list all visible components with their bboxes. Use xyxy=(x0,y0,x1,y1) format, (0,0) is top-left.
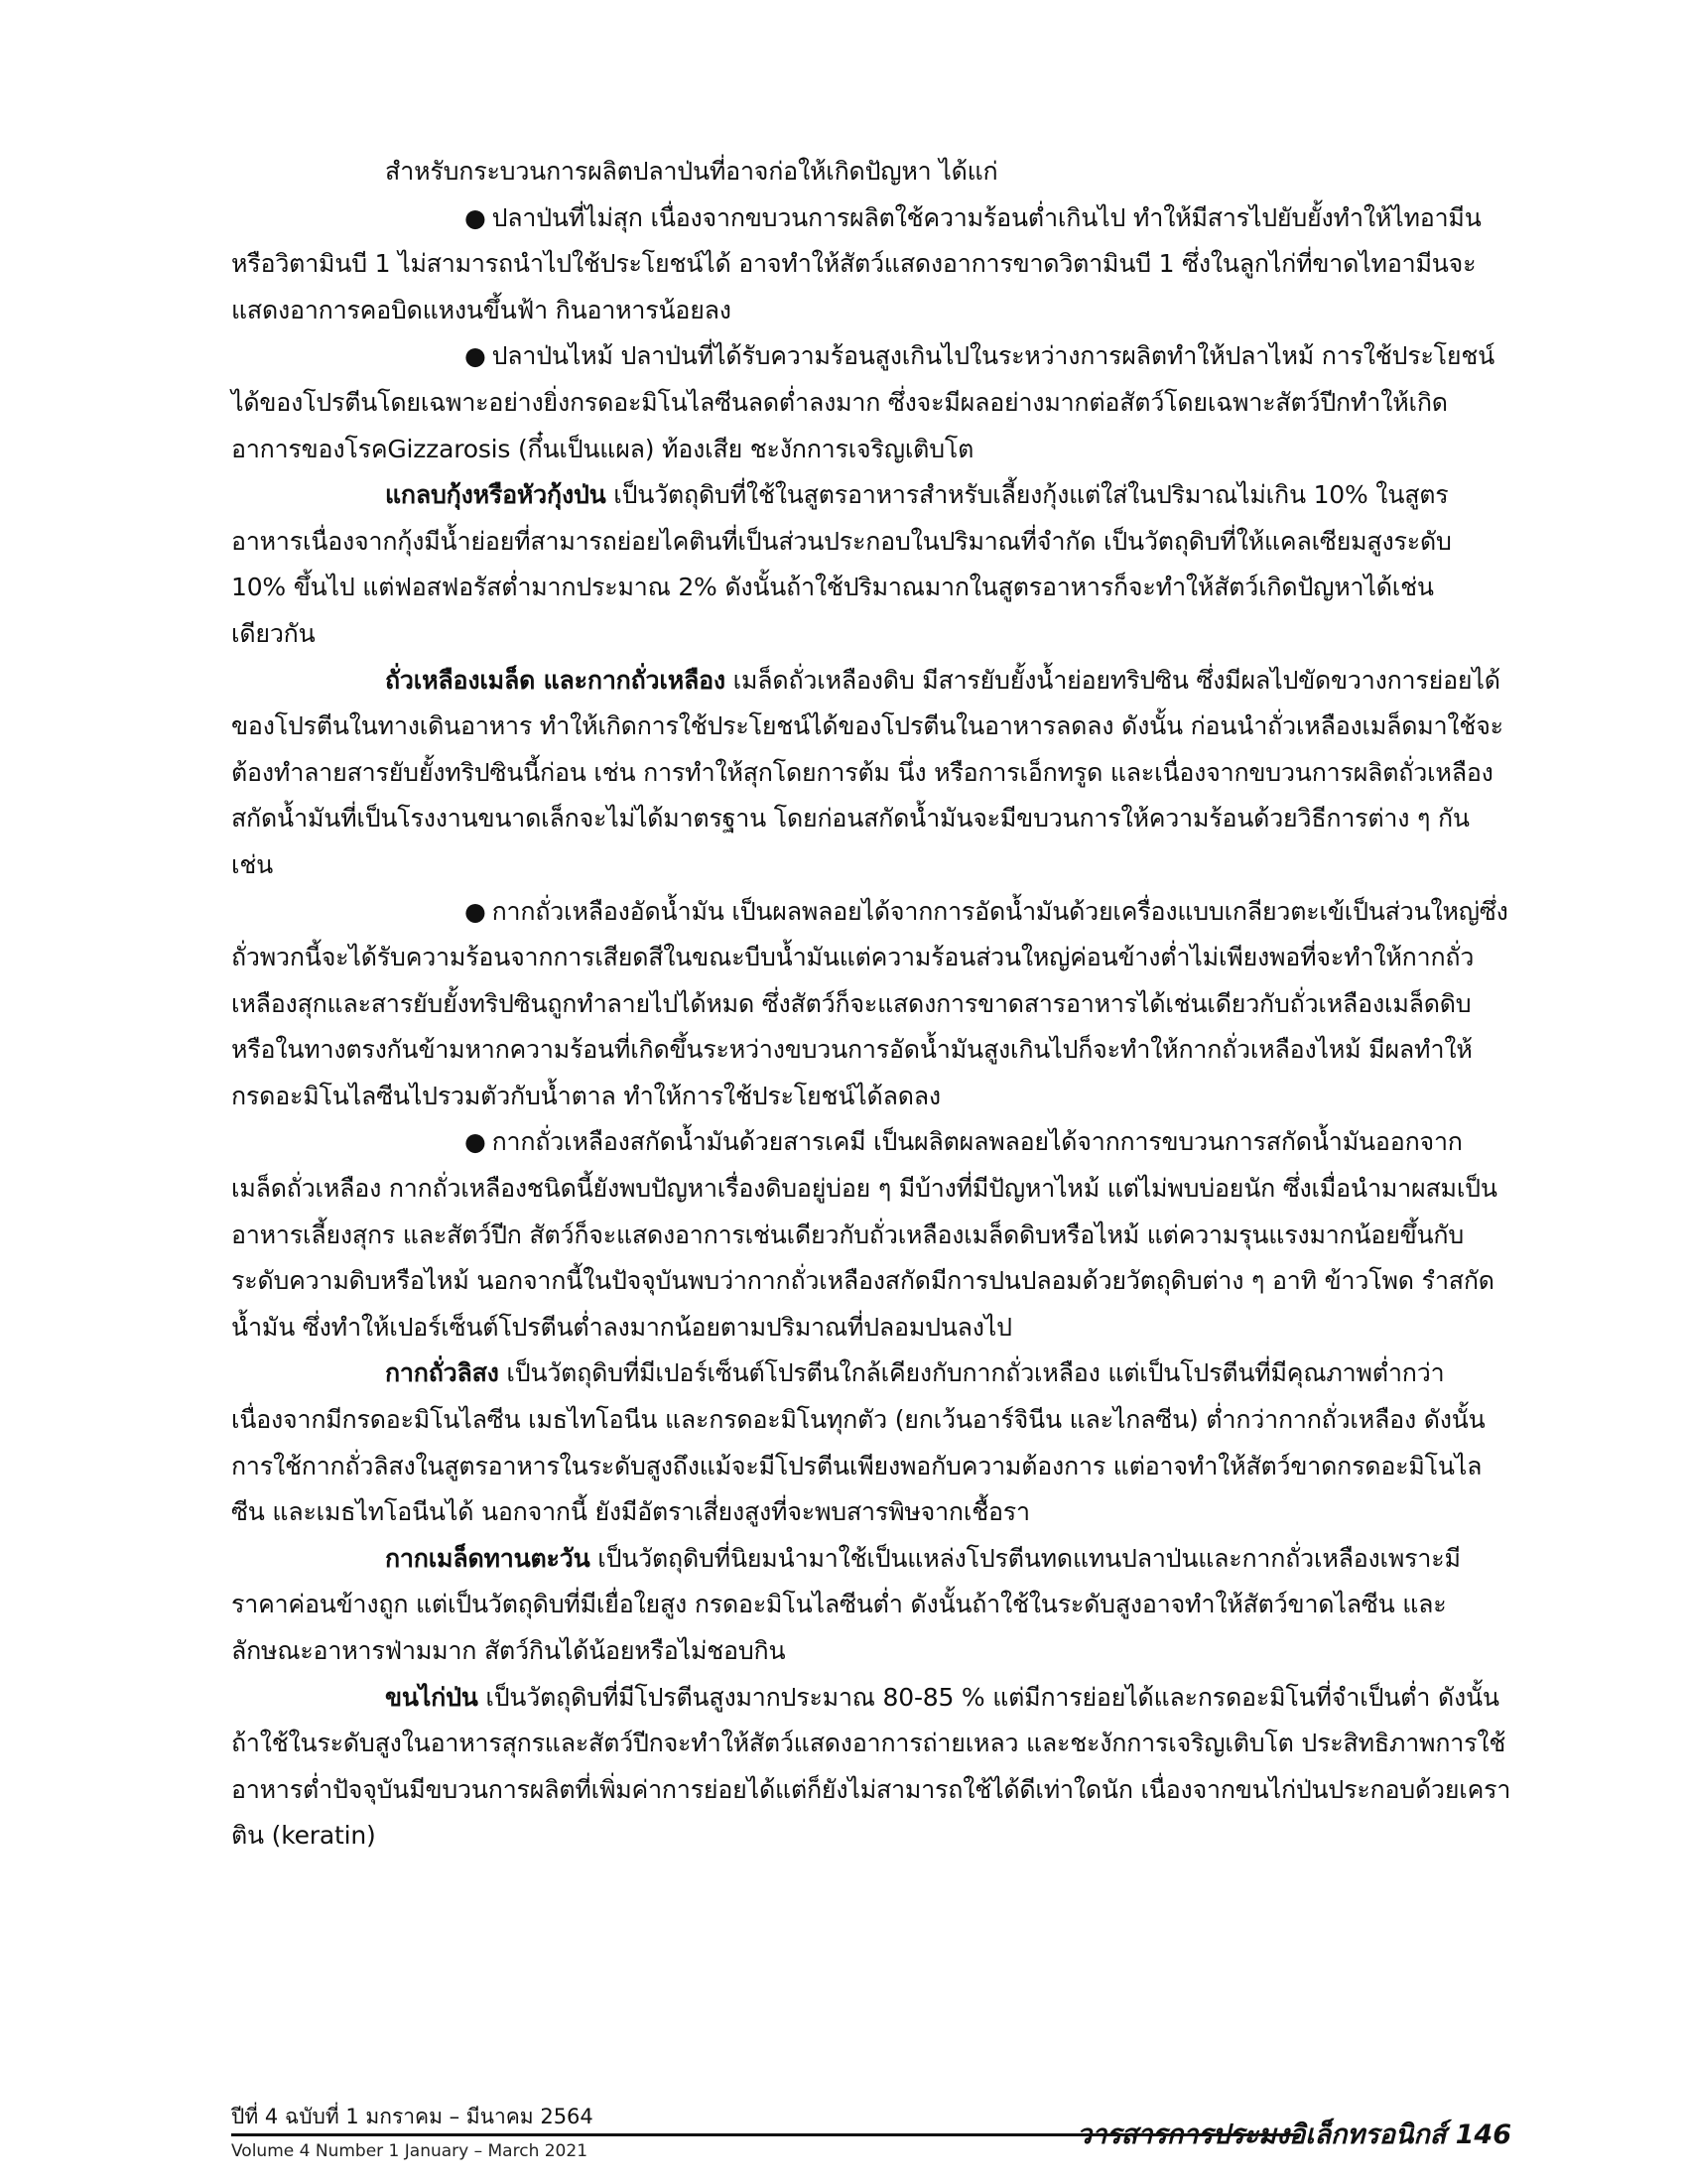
paragraph xyxy=(231,1675,1511,1860)
paragraph-text: กากถั่วเหลืองอัดน้ำมัน เป็นผลพลอยได้จากการอัดน้ำมันด้วยเครื่องแบบเกลียวตะเข้เป็นส่วนใหญ่ซึ่งถั่วพวกนี้จะได้รับความร้อนจากการเสียดสีในขณะบีบน้ำมันแต่ความร้อนส่วนใหญ่ค่อนข้างต่ำไม่เพียงพอที่จะทำให้กากถั่วเหลืองสุกและสารยับยั้งทริปซินถูกทำลายไปได้หมด ซึ่งสัตว์ก็จะแสดงการขาดสารอาหารได้เช่นเดียวกับถั่วเหลืองเมล็ดดิบ หรือในทางตรงกันข้ามหากความร้อนที่เกิดขึ้นระหว่างขบวนการอัดน้ำมันสูงเกินไปก็จะทำให้กากถั่วเหลืองไหม้ มีผลทำให้กรดอะมิโนไลซีนไปรวมตัวกับน้ำตาล ทำให้การใช้ประโยชน์ได้ลดลง xyxy=(231,896,1508,1110)
paragraph-text: สำหรับกระบวนการผลิตปลาป่นที่อาจก่อให้เกิดปัญหา ได้แก่ xyxy=(385,157,998,186)
topic-heading: แกลบกุ้งหรือหัวกุ้งป่น xyxy=(385,480,606,510)
footer-journal-title xyxy=(1077,2113,1511,2155)
bullet-icon: ● xyxy=(464,341,486,371)
paragraph-text: ปลาป่นไหม้ ปลาป่นที่ได้รับความร้อนสูงเกินไปในระหว่างการผลิตทำให้ปลาไหม้ การใช้ประโยชน์ได้ของโปรตีนโดยเฉพาะอย่างยิ่งกรดอะมิโนไลซีนลดต่ำลงมาก ซึ่งจะมีผลอย่างมากต่อสัตว์โดยเฉพาะสัตว์ปีกทำให้เกิดอาการของโรคGizzarosis (กึ๋นเป็นแผล) ท้องเสีย ชะงักการเจริญเติบโต xyxy=(231,341,1495,463)
bullet-icon: ● xyxy=(464,202,486,232)
footer-issue-english: Volume 4 Number 1 January – March 2021 xyxy=(231,2141,588,2161)
paragraph xyxy=(231,472,1511,657)
topic-heading: ถั่วเหลืองเมล็ด และกากถั่วเหลือง xyxy=(385,665,725,695)
article-body xyxy=(231,149,1511,1860)
footer-issue-thai: ปีที่ 4 ฉบับที่ 1 มกราคม – มีนาคม 2564 xyxy=(231,2105,593,2128)
paragraph xyxy=(231,889,1511,1120)
paragraph xyxy=(231,1119,1511,1350)
paragraph-text: กากถั่วเหลืองสกัดน้ำมันด้วยสารเคมี เป็นผลิตผลพลอยได้จากการขบวนการสกัดน้ำมันออกจากเมล็ดถั่วเหลือง กากถั่วเหลืองชนิดนี้ยังพบปัญหาเรื่องดิบอยู่บ่อย ๆ มีบ้างที่มีปัญหาไหม้ แต่ไม่พบบ่อยนัก ซึ่งเมื่อนำมาผสมเป็นอาหารเลี้ยงสุกร และสัตว์ปีก สัตว์ก็จะแสดงอาการเช่นเดียวกับถั่วเหลืองเมล็ดดิบหรือไหม้ แต่ความรุนแรงมากน้อยขึ้นกับระดับความดิบหรือไหม้ นอกจากนี้ในปัจจุบันพบว่ากากถั่วเหลืองสกัดมีการปนปลอมด้วยวัตถุดิบต่าง ๆ อาทิ ข้าวโพด รำสกัดน้ำมัน ซึ่งทำให้เปอร์เซ็นต์โปรตีนต่ำลงมากน้อยตามปริมาณที่ปลอมปนลงไป xyxy=(231,1127,1497,1342)
paragraph xyxy=(231,1536,1511,1675)
paragraph xyxy=(231,658,1511,889)
paragraph xyxy=(231,149,1511,195)
paragraph-text: เป็นวัตถุดิบที่มีโปรตีนสูงมากประมาณ 80-85 % แต่มีการย่อยได้และกรดอะมิโนที่จำเป็นต่ำ ดังนั้นถ้าใช้ในระดับสูงในอาหารสุกรและสัตว์ปีกจะทำให้สัตว์แสดงอาการถ่ายเหลว และชะงักการเจริญเติบโต ประสิทธิภาพการใช้อาหารต่ำปัจจุบันมีขบวนการผลิตที่เพิ่มค่าการย่อยได้แต่ก็ยังไม่สามารถใช้ได้ดีเท่าใดนัก เนื่องจากขนไก่ป่นประกอบด้วยเคราติน (keratin) xyxy=(231,1682,1511,1851)
paragraph-text: เป็นวัตถุดิบที่ใช้ในสูตรอาหารสำหรับเลี้ยงกุ้งแต่ใส่ในปริมาณไม่เกิน 10% ในสูตรอาหารเนื่องจากกุ้งมีน้ำย่อยที่สามารถย่อยไคตินที่เป็นส่วนประกอบในปริมาณที่จำกัด เป็นวัตถุดิบที่ให้แคลเซียมสูงระดับ 10% ขึ้นไป แต่ฟอสฟอรัสต่ำมากประมาณ 2% ดังนั้นถ้าใช้ปริมาณมากในสูตรอาหารก็จะทำให้สัตว์เกิดปัญหาได้เช่นเดียวกัน xyxy=(231,480,1452,648)
paragraph xyxy=(231,195,1511,334)
topic-heading: กากถั่วลิสง xyxy=(385,1358,499,1388)
paragraph-text: เป็นวัตถุดิบที่มีเปอร์เซ็นต์โปรตีนใกล้เคียงกับกากถั่วเหลือง แต่เป็นโปรตีนที่มีคุณภาพต่ำกว่าเนื่องจากมีกรดอะมิโนไลซีน เมธไทโอนีน และกรดอะมิโนทุกตัว (ยกเว้นอาร์จินีน และไกลซีน) ต่ำกว่ากากถั่วเหลือง ดังนั้นการใช้กากถั่วลิสงในสูตรอาหารในระดับสูงถึงแม้จะมีโปรตีนเพียงพอกับความต้องการ แต่อาจทำให้สัตว์ขาดกรดอะมิโนไลซีน และเมธไทโอนีนได้ นอกจากนี้ ยังมีอัตราเสี่ยงสูงที่จะพบสารพิษจากเชื้อรา xyxy=(231,1358,1486,1527)
journal-name: วารสารการประมงอิเล็กทรอนิกส์ xyxy=(1076,2120,1447,2150)
paragraph xyxy=(231,1350,1511,1535)
paragraph-text: เป็นวัตถุดิบที่นิยมนำมาใช้เป็นแหล่งโปรตีนทดแทนปลาป่นและกากถั่วเหลืองเพราะมีราคาค่อนข้างถูก แต่เป็นวัตถุดิบที่มีเยื่อใยสูง กรดอะมิโนไลซีนต่ำ ดังนั้นถ้าใช้ในระดับสูงอาจทำให้สัตว์ขาดไลซีน และลักษณะอาหารฟ่ามมาก สัตว์กินได้น้อยหรือไม่ชอบกิน xyxy=(231,1543,1461,1665)
paragraph-text: เมล็ดถั่วเหลืองดิบ มีสารยับยั้งน้ำย่อยทริปซิน ซึ่งมีผลไปขัดขวางการย่อยได้ของโปรตีนในทางเดินอาหาร ทำให้เกิดการใช้ประโยชน์ได้ของโปรตีนในอาหารลดลง ดังนั้น ก่อนนำถั่วเหลืองเมล็ดมาใช้จะต้องทำลายสารยับยั้งทริปซินนี้ก่อน เช่น การทำให้สุกโดยการต้ม นึ่ง หรือการเอ็กทรูด และเนื่องจากขบวนการผลิตถั่วเหลืองสกัดน้ำมันที่เป็นโรงงานขนาดเล็กจะไม่ได้มาตรฐาน โดยก่อนสกัดน้ำมันจะมีขบวนการให้ความร้อนด้วยวิธีการต่าง ๆ กัน เช่น xyxy=(231,665,1503,879)
topic-heading: กากเมล็ดทานตะวัน xyxy=(385,1543,590,1573)
topic-heading: ขนไก่ป่น xyxy=(385,1682,478,1712)
paragraph xyxy=(231,333,1511,472)
bullet-icon: ● xyxy=(464,896,486,926)
page-number: 146 xyxy=(1455,2120,1511,2150)
bullet-icon: ● xyxy=(464,1127,486,1157)
page-footer xyxy=(231,2101,1511,2180)
paragraph-text: ปลาป่นที่ไม่สุก เนื่องจากขบวนการผลิตใช้ความร้อนต่ำเกินไป ทำให้มีสารไปยับยั้งทำให้ไทอามีนหรือวิตามินบี 1 ไม่สามารถนำไปใช้ประโยชน์ได้ อาจทำให้สัตว์แสดงอาการขาดวิตามินบี 1 ซึ่งในลูกไก่ที่ขาดไทอามีนจะแสดงอาการคอบิดแหงนขึ้นฟ้า กินอาหารน้อยลง xyxy=(231,202,1482,324)
